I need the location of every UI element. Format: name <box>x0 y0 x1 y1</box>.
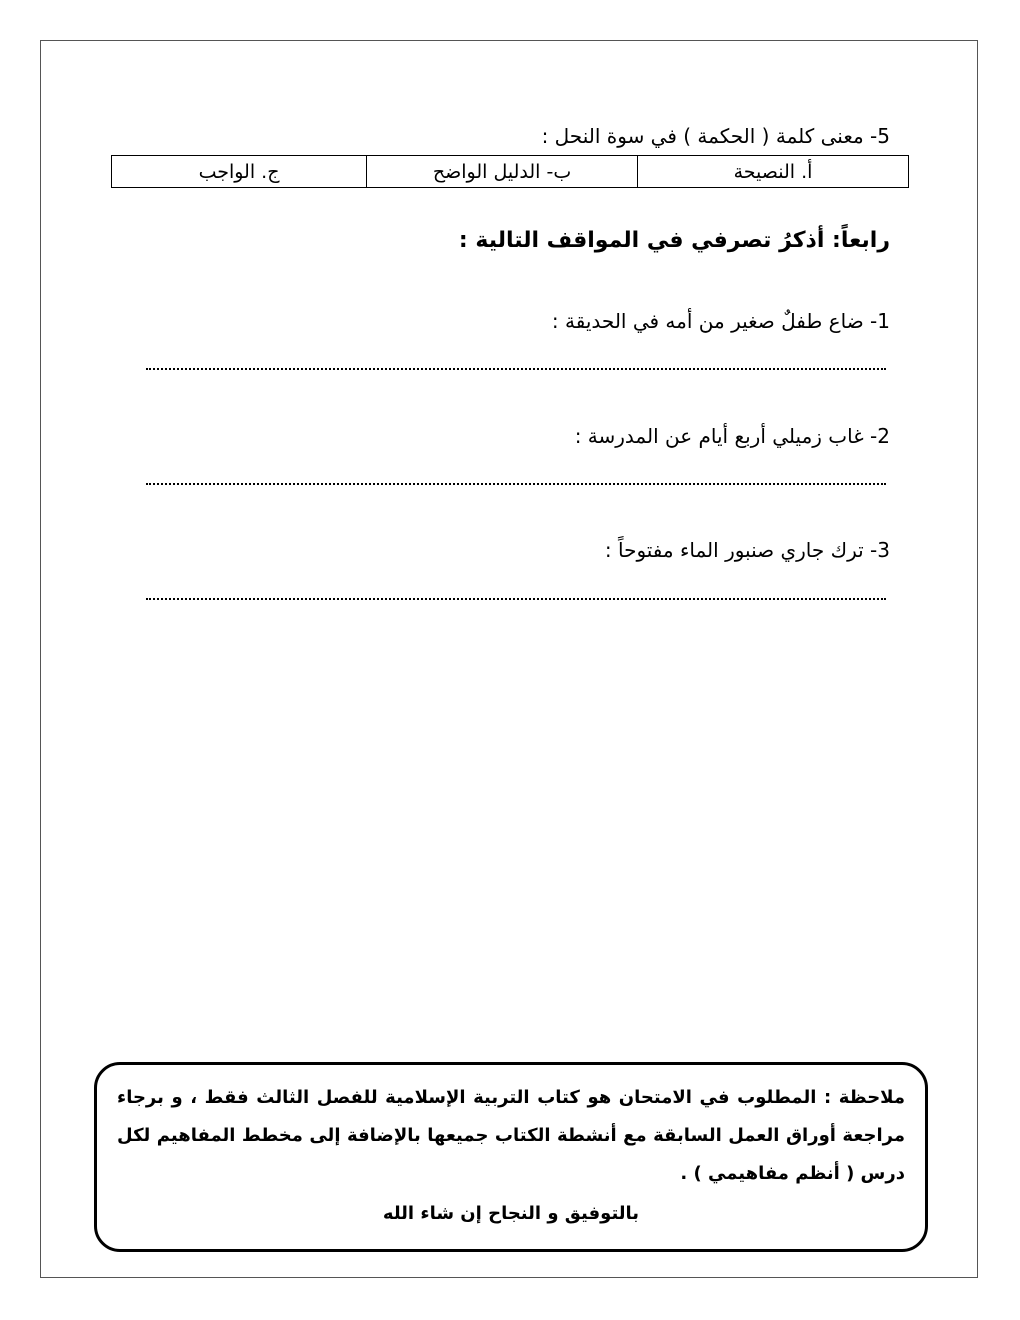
note-text: ملاحظة : المطلوب في الامتحان هو كتاب التربية الإسلامية للفصل الثالث فقط ، و برجاء مراجعة أوراق العمل السابقة مع أنشطة الكتاب جميعها بالإضافة إلى مخطط المفاهيم لكل درس ( أنظم مفاهيمي ) . <box>117 1087 905 1184</box>
situation-2: 2- غاب زميلي أربع أيام عن المدرسة : <box>574 424 890 448</box>
question-5-prompt: 5- معنى كلمة ( الحكمة ) في سوة النحل : <box>541 124 890 148</box>
option-b: ب- الدليل الواضح <box>367 156 638 188</box>
note-box <box>94 1062 928 1252</box>
question-5-options-table <box>111 155 909 188</box>
note-closing: بالتوفيق و النجاح إن شاء الله <box>382 1203 640 1224</box>
option-c: ج. الواجب <box>112 156 367 188</box>
answer-line-2[interactable] <box>146 481 886 485</box>
answer-line-3[interactable] <box>146 596 886 600</box>
situation-3: 3- ترك جاري صنبور الماء مفتوحاً : <box>604 538 890 562</box>
section-4-heading: رابعاً: أذكرُ تصرفي في المواقف التالية : <box>458 228 890 253</box>
answer-line-1[interactable] <box>146 366 886 370</box>
situation-1: 1- ضاع طفلٌ صغير من أمه في الحديقة : <box>551 309 890 333</box>
option-a: أ. النصيحة <box>638 156 909 188</box>
